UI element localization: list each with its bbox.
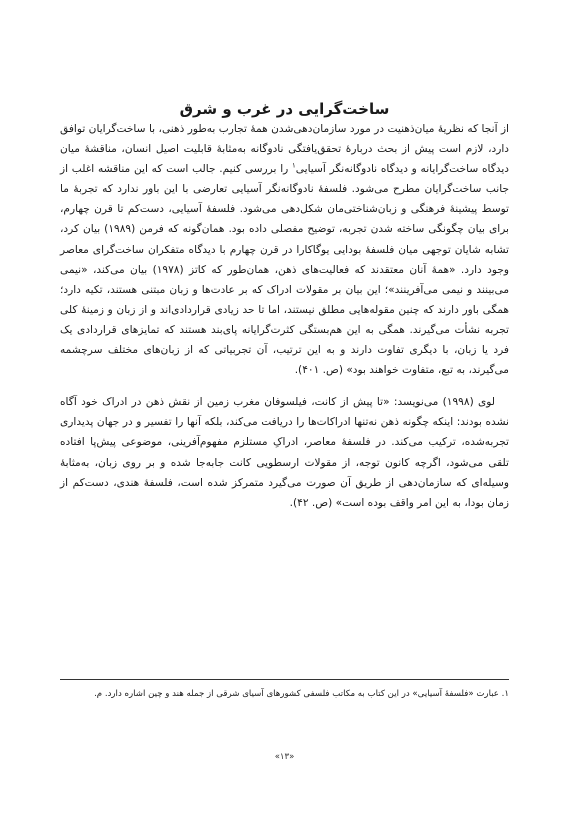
- paragraph-1: [60, 119, 509, 380]
- footnote-marker: ۱: [292, 161, 296, 170]
- paragraph-1-continued: را بررسی کنیم. جالب است که این مناقشه اغلب از جانب ساخت‌گرایان مطرح می‌شود. فلسفهٔ نادوگانه‌نگر آسیایی تعارضی با این باور ندارد که تجربهٔ ما توسط پیشینهٔ فرهنگی و زبان‌شناختی‌مان شکل‌دهی می‌شود. فلسفهٔ آسیایی، دست‌کم تا قرن چهارم، برای بیان چگونگی ساخته شدن تجربه، توضیح مفصلی داده بود. همان‌گونه که فرمن (۱۹۸۹) بیان کرد، تشابه شایان توجهی میان فلسفهٔ بودایی یوگاکارا در قرن چهارم با دیدگاه متفکران ساخت‌گرای معاصر وجود دارد. «همهٔ آنان معتقدند که فعالیت‌های ذهن، همان‌طور که کاتز (۱۹۷۸) بیان می‌کند، «نیمی می‌بینند و نیمی می‌آفرینند»؛ این بیان بر مقولات ادراک که بر عادت‌ها و زبان مبتنی هستند، تکیه دارد؛ همگی باور دارند که چنین مقوله‌هایی مطلق نیستند، اما تا حد زیادی قراردادی‌اند و از زبان و زمینهٔ کلی تجربه نشأت می‌گیرند. همگی به این هم‌بستگی کثرت‌گرایانه پای‌بند هستند که تمایزهای قراردادی یک فرد یا زبان، با دیگری تفاوت دارند و به این ترتیب، آن تجربیاتی که از زبان‌های مختلف سرچشمه می‌گیرند، به تبع، متفاوت خواهند بود» (ص. ۴۰۱).: [60, 163, 509, 377]
- main-text: [60, 119, 509, 513]
- page-number: «۱۳»: [274, 752, 295, 762]
- chapter-title: ساخت‌گرایی در غرب و شرق: [179, 100, 390, 119]
- paragraph-2: لوی (۱۹۹۸) می‌نویسد: «تا پیش از کانت، فیلسوفان مغرب زمین از نقش ذهن در ادراک خود آگاه نشده بودند: اینکه چگونه ذهن نه‌تنها ادراکات‌ها را دریافت می‌کند، بلکه آنها را تفسیر و در جهان پدیداری تجربه‌شده، ترکیب می‌کند. در فلسفهٔ معاصر، ادراکِ مستلزم مفهوم‌آفرینی، موضوعی پیش‌پا افتاده تلقی می‌شود، اگرچه کانون توجه، از مقولات ارسطویی کانت جابه‌جا شده و بر روی زبان، به‌مثابهٔ وسیله‌ای که سازمان‌دهی از طریق آن صورت می‌گیرد متمرکز شده است، فلسفهٔ هندی، دست‌کم از زمان بودا، به این امر واقف بوده است» (ص. ۴۲).: [60, 396, 509, 509]
- footnote-divider: [60, 679, 509, 680]
- footnote: ۱. عبارت «فلسفهٔ آسیایی» در این کتاب به مکاتب فلسفی کشورهای آسیای شرقی از جمله هند و چین اشاره دارد. م.: [94, 689, 509, 699]
- document-page: [60, 0, 509, 832]
- paragraph-1-text: از آنجا که نظریهٔ میان‌ذهنیت در مورد سازمان‌دهی‌شدن همهٔ تجارب به‌طور ذهنی، با ساخت‌گرایان توافق دارد، لازم است پیش از بحث دربارهٔ تحقق‌یافتگی نادوگانه به‌مثابهٔ قابلیت اصیل انسان، مناقشهٔ میان دیدگاه ساخت‌گرایانه و دیدگاه نادوگانه‌نگر آسیایی: [60, 123, 509, 176]
